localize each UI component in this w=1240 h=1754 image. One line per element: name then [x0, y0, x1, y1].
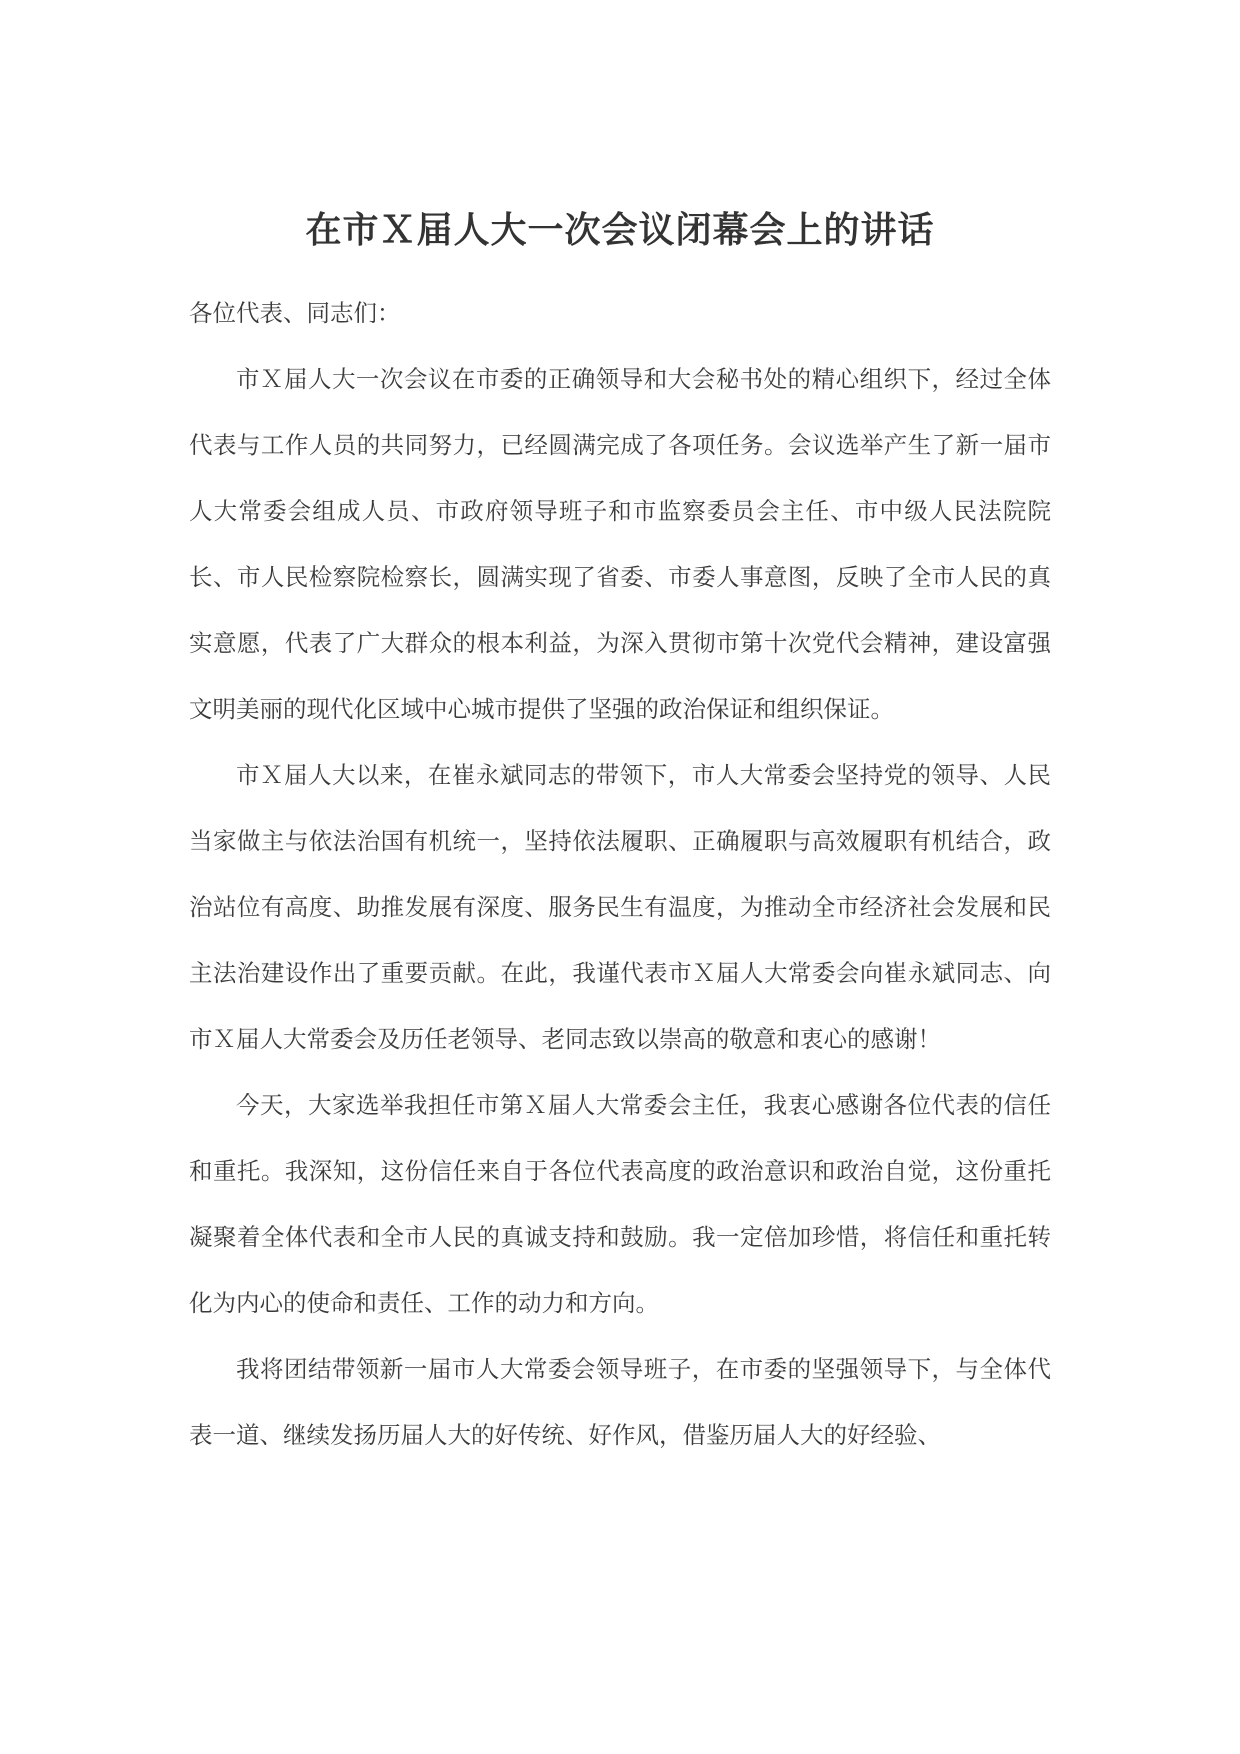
document-body — [189, 280, 1051, 1468]
salutation: 各位代表、同志们： — [189, 299, 401, 327]
document-title: 在市Ｘ届人大一次会议闭幕会上的讲话 — [305, 209, 935, 251]
body-paragraph: 我将团结带领新一届市人大常委会领导班子，在市委的坚强领导下，与全体代表一道、继续发扬历届人大的好传统、好作风，借鉴历届人大的好经验、 — [189, 1355, 1051, 1449]
body-paragraph: 市Ｘ届人大以来，在崔永斌同志的带领下，市人大常委会坚持党的领导、人民当家做主与依法治国有机统一，坚持依法履职、正确履职与高效履职有机结合，政治站位有高度、助推发展有深度、服务民生有温度，为推动全市经济社会发展和民主法治建设作出了重要贡献。在此，我谨代表市Ｘ届人大常委会向崔永斌同志、向市Ｘ届人大常委会及历任老领导、老同志致以崇高的敬意和衷心的感谢！ — [189, 761, 1051, 1053]
body-paragraph: 市Ｘ届人大一次会议在市委的正确领导和大会秘书处的精心组织下，经过全体代表与工作人员的共同努力，已经圆满完成了各项任务。会议选举产生了新一届市人大常委会组成人员、市政府领导班子和市监察委员会主任、市中级人民法院院长、市人民检察院检察长，圆满实现了省委、市委人事意图，反映了全市人民的真实意愿，代表了广大群众的根本利益，为深入贯彻市第十次党代会精神，建设富强文明美丽的现代化区域中心城市提供了坚强的政治保证和组织保证。 — [189, 365, 1051, 723]
body-paragraph: 今天，大家选举我担任市第Ｘ届人大常委会主任，我衷心感谢各位代表的信任和重托。我深知，这份信任来自于各位代表高度的政治意识和政治自觉，这份重托凝聚着全体代表和全市人民的真诚支持和鼓励。我一定倍加珍惜，将信任和重托转化为内心的使命和责任、工作的动力和方向。 — [189, 1091, 1051, 1317]
